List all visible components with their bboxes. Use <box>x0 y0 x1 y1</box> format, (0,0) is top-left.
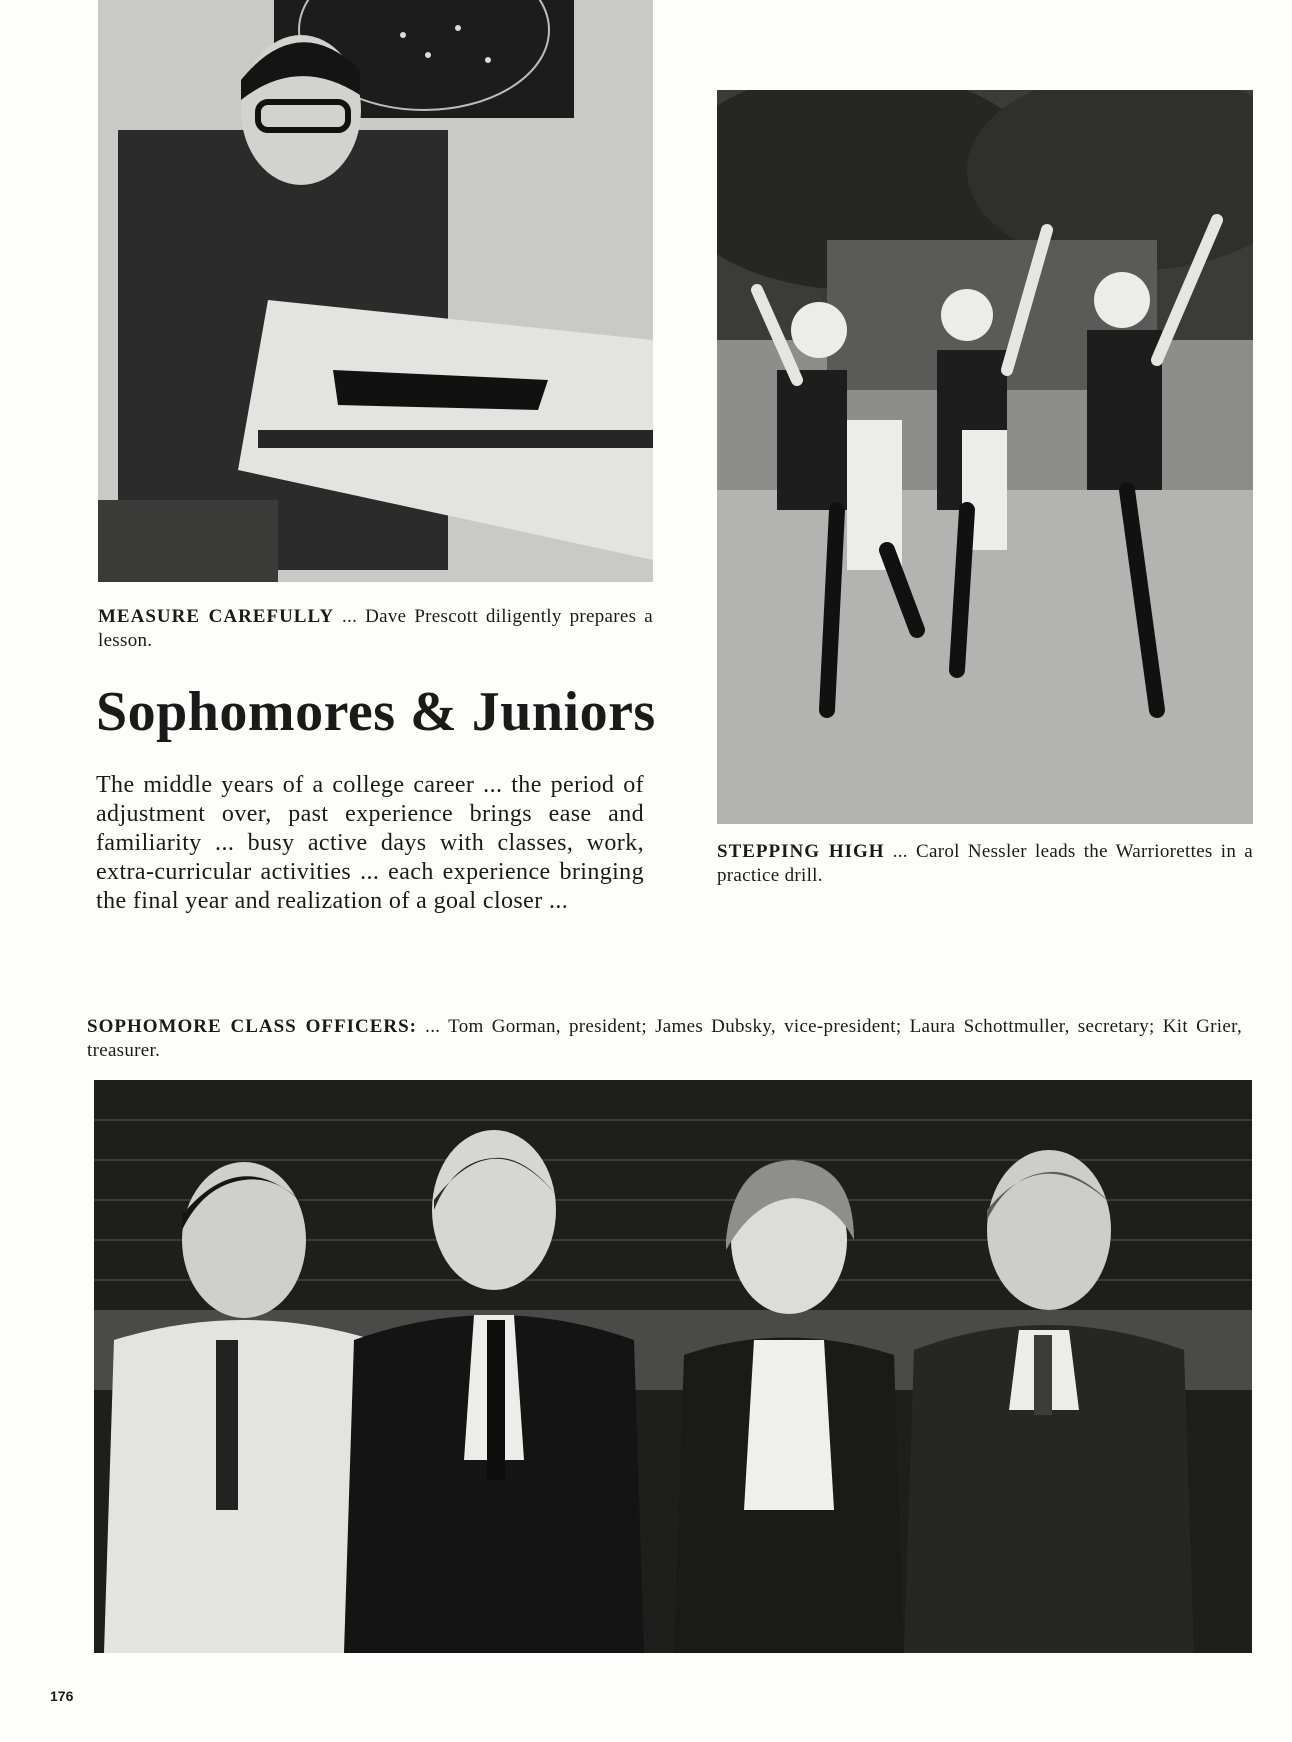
page-number: 176 <box>50 1688 74 1704</box>
officers-photo-image <box>94 1080 1252 1653</box>
officers-photo <box>94 1080 1252 1653</box>
dancers-photo-image <box>717 90 1253 824</box>
drafting-caption-lead: MEASURE CAREFULLY <box>98 606 335 627</box>
section-intro: The middle years of a college career ... the period of adjustment over, past experience brings ease and familiarity ... busy active days with classes, work, extra-curricular activities ... each experience bringing the final year and realization of a goal closer ... <box>96 772 644 914</box>
officers-caption <box>87 1015 1242 1063</box>
section-title: Sophomores & Juniors <box>96 681 656 743</box>
dancers-photo <box>717 90 1253 824</box>
drafting-photo <box>98 0 653 582</box>
officers-caption-lead: SOPHOMORE CLASS OFFICERS: <box>87 1016 417 1037</box>
drafting-photo-image <box>98 0 653 582</box>
drafting-caption-text: ... Dave Prescott diligently prepares a lesson. <box>98 606 653 651</box>
officers-caption-text: ... Tom Gorman, president; James Dubsky, vice-president; Laura Schottmuller, secretary; Kit Grier, treasurer. <box>87 1016 1242 1061</box>
drafting-caption <box>98 605 653 653</box>
dancers-caption <box>717 840 1253 888</box>
dancers-caption-text: ... Carol Nessler leads the Warriorettes in a practice drill. <box>717 841 1253 886</box>
dancers-caption-lead: STEPPING HIGH <box>717 841 885 862</box>
